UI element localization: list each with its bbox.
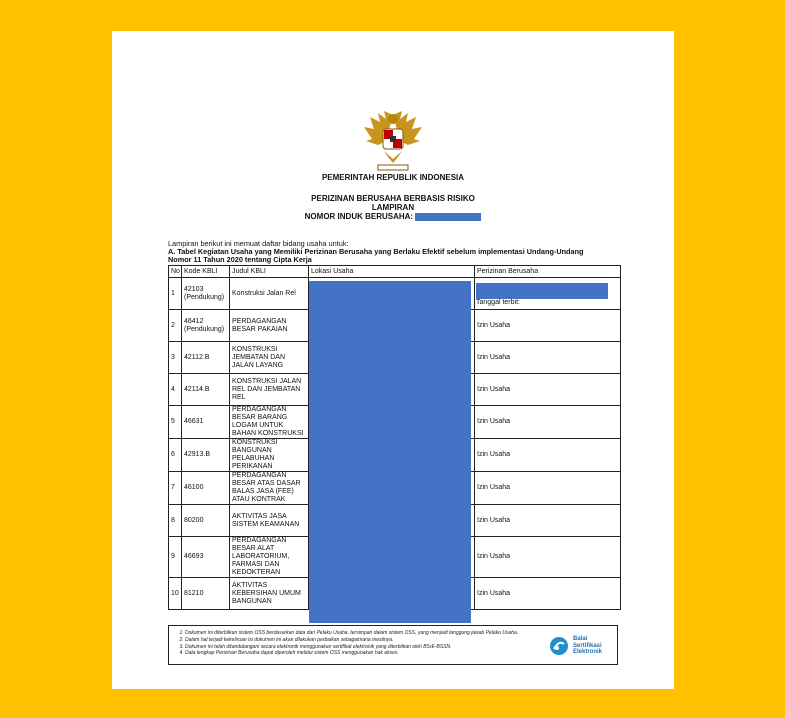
cell-judul: PERDAGANGAN BESAR BARANG LOGAM UNTUK BAHAN KONSTRUKSI xyxy=(230,406,309,439)
document-subtitle: LAMPIRAN xyxy=(371,203,415,212)
footer-note: 2. Dalam hal terjadi kekeliruan isi dokumen ini akan dilakukan perbaikan sebagaimana mestinya. xyxy=(185,637,545,644)
header-perizinan: Perizinan Berusaha xyxy=(475,266,621,278)
footer-notes xyxy=(168,625,618,665)
cell-kode: 81210 xyxy=(182,578,230,610)
header-kode: Kode KBLI xyxy=(182,266,230,278)
cell-kode: 46631 xyxy=(182,406,230,439)
cell-no: 8 xyxy=(169,505,182,537)
cell-no: 1 xyxy=(169,278,182,310)
header-lokasi: Lokasi Usaha xyxy=(309,266,475,278)
cell-perizinan: Izin Usaha xyxy=(475,310,621,342)
cell-kode: 42114.B xyxy=(182,374,230,406)
footer-note: 3. Dokumen ini telah ditandatangani secara elektronik menggunakan sertifikat elektronik yang diterbitkan oleh BSrE-BSSN. xyxy=(185,644,545,651)
cell-judul: AKTIVITAS KEBERSIHAN UMUM BANGUNAN xyxy=(230,578,309,610)
cell-kode: 46100 xyxy=(182,472,230,505)
cell-judul: KONSTRUKSI JEMBATAN DAN JALAN LAYANG xyxy=(230,342,309,374)
permit-redaction xyxy=(476,283,608,299)
table-header-row xyxy=(169,266,621,278)
section-heading-line2: Nomor 11 Tahun 2020 tentang Cipta Kerja xyxy=(168,255,312,264)
header-no: No xyxy=(169,266,182,278)
footer-note: 1. Dokumen ini diterbitkan sistem OSS berdasarkan data dari Pelaku Usaha, tersimpan dalam sistem OSS, yang menjadi tanggung jawab Pelaku Usaha. xyxy=(185,630,545,637)
cell-no: 7 xyxy=(169,472,182,505)
cell-no: 5 xyxy=(169,406,182,439)
bsre-logo xyxy=(549,636,602,656)
section-heading-line1: A. Tabel Kegiatan Usaha yang Memiliki Perizinan Berusaha yang Berlaku Efektif sebelum implementasi Undang-Undang xyxy=(168,247,584,256)
bsre-logo-icon xyxy=(549,636,569,656)
cell-judul: KONSTRUKSI JALAN REL DAN JEMBATAN REL xyxy=(230,374,309,406)
cell-perizinan: Izin Usaha xyxy=(475,374,621,406)
nib-line xyxy=(112,212,674,222)
cell-kode: 80200 xyxy=(182,505,230,537)
cell-kode: 42112.B xyxy=(182,342,230,374)
document-page xyxy=(112,31,674,689)
nib-redaction xyxy=(415,213,481,221)
cell-perizinan: Izin Usaha xyxy=(475,537,621,578)
tanggal-terbit-label: Tanggal terbit: xyxy=(476,299,520,306)
government-title: PEMERINTAH REPUBLIK INDONESIA xyxy=(321,173,465,182)
cell-perizinan: Izin Usaha xyxy=(475,406,621,439)
footer-note: 4. Data lengkap Perizinan Berusaha dapat diperoleh melalui sistem OSS menggunakan hak akses. xyxy=(185,650,545,657)
cell-judul: PERDAGANGAN BESAR PAKAIAN xyxy=(230,310,309,342)
nib-label: NOMOR INDUK BERUSAHA: xyxy=(304,212,414,221)
cell-no: 9 xyxy=(169,537,182,578)
cell-perizinan: Izin Usaha xyxy=(475,342,621,374)
cell-judul: PERDAGANGAN BESAR ATAS DASAR BALAS JASA (FEE) ATAU KONTRAK xyxy=(230,472,309,505)
cell-kode: 46412 (Pendukung) xyxy=(182,310,230,342)
bsre-line1: Balai xyxy=(573,636,588,643)
cell-perizinan: Izin Usaha xyxy=(475,578,621,610)
intro-text: Lampiran berikut ini memuat daftar bidang usaha untuk: xyxy=(168,239,349,248)
cell-no: 4 xyxy=(169,374,182,406)
cell-judul: PERDAGANGAN BESAR ALAT LABORATORIUM, FARMASI DAN KEDOKTERAN xyxy=(230,537,309,578)
header-judul: Judul KBLI xyxy=(230,266,309,278)
cell-kode: 42913.B xyxy=(182,439,230,472)
bsre-line2: Sertifikasi xyxy=(573,642,602,649)
cell-perizinan: Izin Usaha xyxy=(475,472,621,505)
cell-judul: AKTIVITAS JASA SISTEM KEAMANAN xyxy=(230,505,309,537)
document-title: PERIZINAN BERUSAHA BERBASIS RISIKO xyxy=(311,194,475,203)
cell-no: 10 xyxy=(169,578,182,610)
cell-judul: KONSTRUKSI BANGUNAN PELABUHAN PERIKANAN xyxy=(230,439,309,472)
location-redaction xyxy=(309,281,471,623)
bsre-line3: Elektronik xyxy=(573,649,603,656)
cell-no: 6 xyxy=(169,439,182,472)
cell-no: 2 xyxy=(169,310,182,342)
garuda-emblem-icon xyxy=(360,107,426,173)
cell-perizinan: Izin Usaha xyxy=(475,439,621,472)
cell-kode: 46693 xyxy=(182,537,230,578)
cell-no: 3 xyxy=(169,342,182,374)
cell-kode: 42103 (Pendukung) xyxy=(182,278,230,310)
cell-judul: Konstruksi Jalan Rel xyxy=(230,278,309,310)
cell-perizinan: Izin Usaha xyxy=(475,505,621,537)
